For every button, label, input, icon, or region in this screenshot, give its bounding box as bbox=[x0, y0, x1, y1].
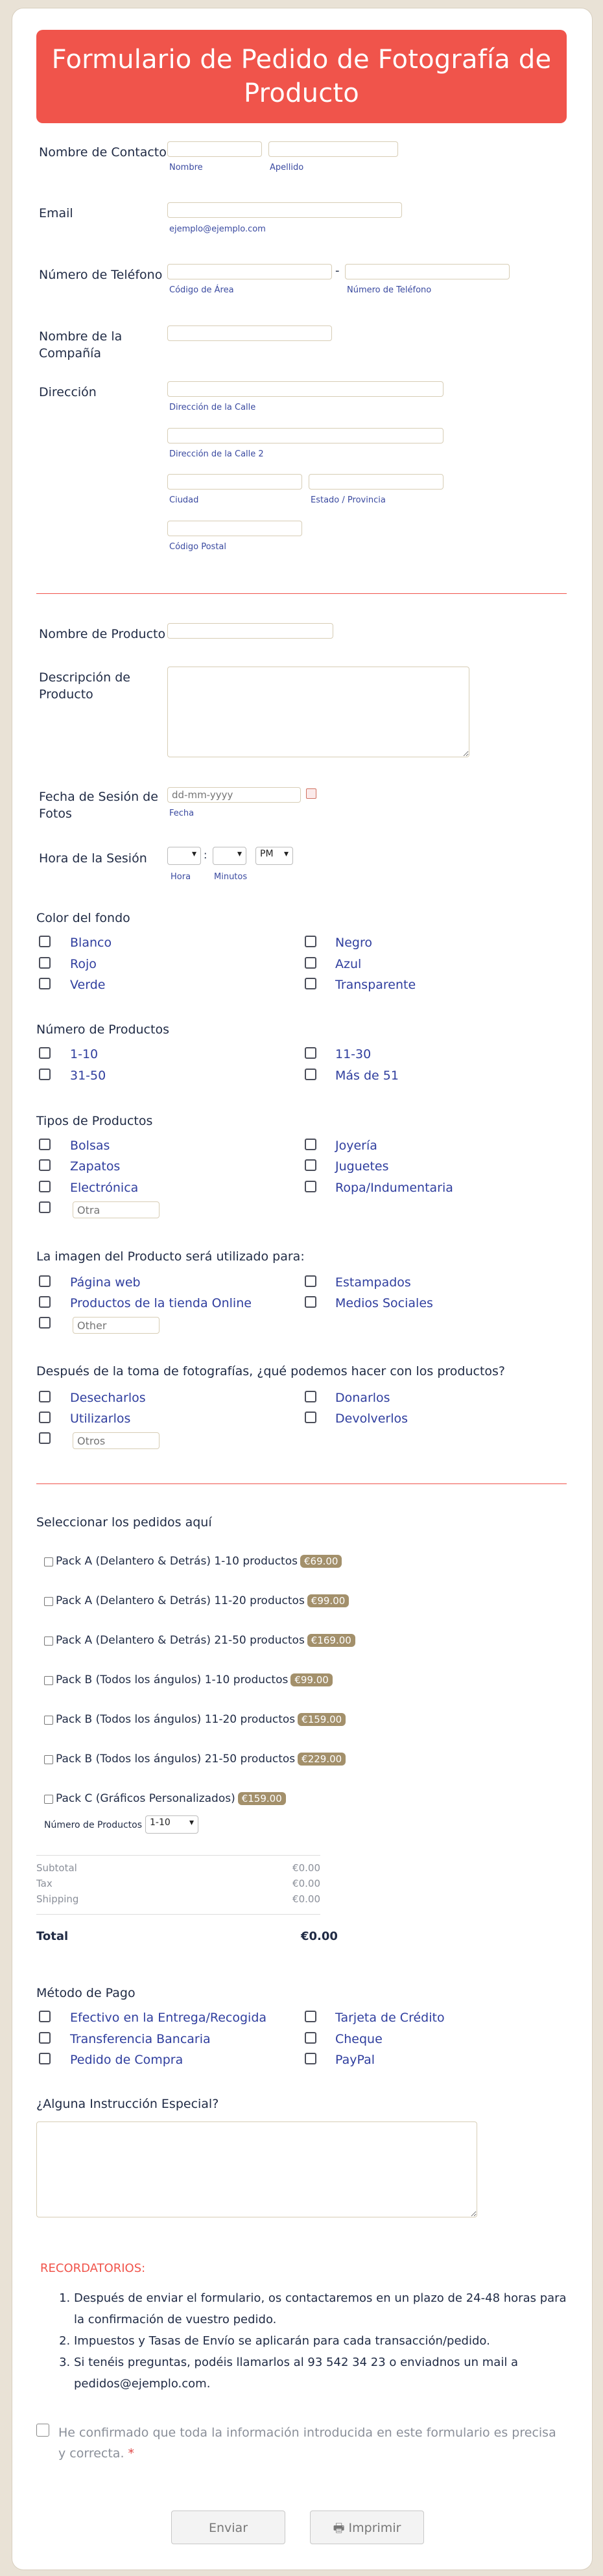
order-item bbox=[56, 1634, 355, 1647]
payment-checkbox[interactable] bbox=[39, 2032, 51, 2044]
product-name-label: Nombre de Producto bbox=[39, 627, 166, 641]
qty-value: 1-10 bbox=[150, 1817, 171, 1828]
product-type-option: Joyería bbox=[335, 1139, 377, 1153]
product-type-checkbox[interactable] bbox=[305, 1159, 316, 1171]
print-button-label: Imprimir bbox=[348, 2521, 401, 2535]
calendar-icon[interactable] bbox=[306, 788, 316, 799]
form-title: Formulario de Pedido de Fotografía de Producto bbox=[51, 45, 552, 108]
product-type-checkbox[interactable] bbox=[305, 1139, 316, 1150]
payment-checkbox[interactable] bbox=[39, 2011, 51, 2022]
city-sub: Ciudad bbox=[169, 495, 199, 505]
order-checkbox[interactable] bbox=[44, 1795, 53, 1804]
order-item-price: €99.00 bbox=[290, 1673, 333, 1686]
order-item bbox=[56, 1792, 286, 1805]
after-shoot-label: Después de la toma de fotografías, ¿qué podemos hacer con los productos? bbox=[36, 1364, 506, 1378]
product-count-label: Número de Productos bbox=[36, 1022, 169, 1037]
order-checkbox[interactable] bbox=[44, 1716, 53, 1725]
last-name-sub: Apellido bbox=[270, 163, 304, 172]
minute-sub: Minutos bbox=[214, 872, 248, 882]
order-item-price: €229.00 bbox=[298, 1753, 346, 1766]
product-type-checkbox[interactable] bbox=[305, 1181, 316, 1192]
order-item-price: €159.00 bbox=[298, 1713, 346, 1726]
print-button[interactable] bbox=[310, 2511, 424, 2544]
total-label: Total bbox=[36, 1930, 69, 1943]
qty-label: Número de Productos bbox=[44, 1820, 143, 1830]
after-shoot-option: Devolverlos bbox=[335, 1412, 408, 1426]
state-input[interactable] bbox=[309, 474, 443, 490]
image-use-checkbox[interactable] bbox=[305, 1275, 316, 1287]
subtotal-label: Subtotal bbox=[36, 1862, 77, 1874]
after-shoot-option: Donarlos bbox=[335, 1391, 390, 1405]
summary-divider bbox=[36, 1855, 320, 1856]
payment-checkbox[interactable] bbox=[305, 2032, 316, 2044]
section-divider bbox=[36, 593, 567, 594]
product-count-option: Más de 51 bbox=[335, 1069, 399, 1083]
order-item-name: Pack A (Delantero & Detrás) 21-50 productos bbox=[56, 1634, 305, 1647]
image-use-option: Página web bbox=[70, 1275, 141, 1290]
payment-option: Transferencia Bancaria bbox=[70, 2032, 211, 2046]
after-shoot-option: Utilizarlos bbox=[70, 1412, 131, 1426]
order-item-price: €99.00 bbox=[307, 1594, 349, 1607]
image-use-option: Estampados bbox=[335, 1275, 411, 1290]
shipping-label: Shipping bbox=[36, 1893, 79, 1905]
payment-option: Tarjeta de Crédito bbox=[335, 2011, 445, 2025]
orders-label: Seleccionar los pedidos aquí bbox=[36, 1515, 212, 1530]
bg-color-checkbox[interactable] bbox=[305, 978, 316, 989]
chevron-down-icon: ▾ bbox=[237, 849, 242, 859]
chevron-down-icon: ▾ bbox=[283, 849, 289, 859]
product-types-label: Tipos de Productos bbox=[36, 1114, 153, 1128]
zip-sub: Código Postal bbox=[169, 542, 227, 552]
time-colon: : bbox=[204, 849, 207, 861]
product-count-checkbox[interactable] bbox=[305, 1047, 316, 1059]
email-sub: ejemplo@ejemplo.com bbox=[169, 224, 266, 234]
session-date-sub: Fecha bbox=[169, 809, 195, 818]
bg-color-option: Blanco bbox=[70, 936, 112, 950]
payment-option: PayPal bbox=[335, 2053, 375, 2067]
summary-divider bbox=[36, 1914, 320, 1915]
after-shoot-other-input[interactable] bbox=[73, 1432, 160, 1449]
section-divider bbox=[36, 1483, 567, 1484]
address-label: Dirección bbox=[39, 385, 97, 399]
ampm-value: PM bbox=[260, 849, 274, 859]
ampm-select[interactable] bbox=[255, 847, 293, 865]
after-shoot-other-checkbox[interactable] bbox=[39, 1432, 51, 1444]
product-type-option: Zapatos bbox=[70, 1159, 121, 1174]
hour-select[interactable] bbox=[167, 847, 201, 865]
product-type-option: Ropa/Indumentaria bbox=[335, 1181, 453, 1195]
bg-color-option: Rojo bbox=[70, 957, 97, 971]
order-item-name: Pack B (Todos los ángulos) 21-50 productos bbox=[56, 1753, 296, 1766]
product-count-checkbox[interactable] bbox=[305, 1069, 316, 1080]
image-use-other-checkbox[interactable] bbox=[39, 1317, 51, 1329]
tax-row bbox=[36, 1878, 320, 1889]
bg-color-option: Azul bbox=[335, 957, 362, 971]
order-item-price: €169.00 bbox=[307, 1634, 355, 1647]
confirm-text bbox=[58, 2422, 564, 2464]
contact-name-label: Nombre de Contacto bbox=[39, 145, 167, 160]
order-checkbox[interactable] bbox=[44, 1755, 53, 1764]
reminder-item: 3. Si tenéis preguntas, podéis llamarlos al 93 542 34 23 o enviadnos un mail a pedidos@ejemplo.com. bbox=[74, 2352, 580, 2394]
bg-color-checkbox[interactable] bbox=[39, 978, 51, 989]
bg-color-checkbox[interactable] bbox=[39, 936, 51, 947]
product-type-option: Juguetes bbox=[335, 1159, 389, 1174]
product-desc-label: Descripción de Producto bbox=[39, 670, 130, 702]
bg-color-checkbox[interactable] bbox=[305, 936, 316, 947]
street2-sub: Dirección de la Calle 2 bbox=[169, 449, 264, 459]
printer-icon: 🖶 bbox=[333, 2521, 345, 2535]
shipping-value: €0.00 bbox=[292, 1893, 320, 1905]
order-checkbox[interactable] bbox=[44, 1637, 53, 1646]
zip-input[interactable] bbox=[167, 521, 302, 536]
image-use-checkbox[interactable] bbox=[39, 1296, 51, 1308]
payment-option: Efectivo en la Entrega/Recogida bbox=[70, 2011, 267, 2025]
submit-button[interactable]: Enviar bbox=[171, 2511, 285, 2544]
hour-sub: Hora bbox=[171, 872, 191, 882]
shipping-row bbox=[36, 1893, 320, 1905]
image-use-option: Medios Sociales bbox=[335, 1296, 433, 1310]
payment-checkbox[interactable] bbox=[305, 2053, 316, 2064]
street1-sub: Dirección de la Calle bbox=[169, 403, 256, 412]
bg-color-label: Color del fondo bbox=[36, 911, 130, 925]
order-item-name: Pack B (Todos los ángulos) 1-10 productos bbox=[56, 1673, 289, 1686]
area-code-input[interactable] bbox=[167, 264, 332, 279]
after-shoot-checkbox[interactable] bbox=[305, 1412, 316, 1423]
product-name-input[interactable] bbox=[167, 623, 333, 639]
order-item-name: Pack B (Todos los ángulos) 11-20 productos bbox=[56, 1713, 296, 1726]
payment-label: Método de Pago bbox=[36, 1986, 136, 2000]
reminders-title: RECORDATORIOS: bbox=[40, 2262, 146, 2275]
product-count-option: 31-50 bbox=[70, 1069, 106, 1083]
image-use-label: La imagen del Producto será utilizado para: bbox=[36, 1249, 305, 1264]
order-item-name: Pack A (Delantero & Detrás) 11-20 productos bbox=[56, 1594, 305, 1607]
order-item bbox=[56, 1673, 333, 1686]
tax-value: €0.00 bbox=[292, 1878, 320, 1889]
city-input[interactable] bbox=[167, 474, 302, 490]
product-type-other-input[interactable] bbox=[73, 1201, 160, 1218]
street2-input[interactable] bbox=[167, 428, 443, 443]
area-code-sub: Código de Área bbox=[169, 285, 234, 295]
product-type-checkbox[interactable] bbox=[39, 1139, 51, 1150]
order-item bbox=[56, 1713, 346, 1726]
order-item bbox=[56, 1594, 349, 1607]
product-type-option: Bolsas bbox=[70, 1139, 110, 1153]
order-checkbox[interactable] bbox=[44, 1597, 53, 1606]
phone-dash: - bbox=[335, 264, 340, 278]
tax-label: Tax bbox=[36, 1878, 53, 1889]
after-shoot-checkbox[interactable] bbox=[39, 1412, 51, 1423]
phone-number-input[interactable] bbox=[345, 264, 510, 279]
bg-color-option: Verde bbox=[70, 978, 106, 992]
subtotal-value: €0.00 bbox=[292, 1862, 320, 1874]
order-item-name: Pack C (Gráficos Personalizados) bbox=[56, 1792, 235, 1805]
last-name-input[interactable] bbox=[268, 141, 398, 157]
session-time-label: Hora de la Sesión bbox=[39, 851, 147, 866]
confirm-checkbox[interactable] bbox=[36, 2424, 49, 2437]
reminder-item: 1. Después de enviar el formulario, os contactaremos en un plazo de 24-48 horas para la confirmación de vuestro pedido. bbox=[74, 2287, 580, 2330]
confirm-label: He confirmado que toda la información introducida en este formulario es precisa y correcta. bbox=[58, 2426, 556, 2461]
image-use-other-input[interactable] bbox=[73, 1317, 160, 1334]
company-input[interactable] bbox=[167, 325, 332, 341]
chevron-down-icon: ▾ bbox=[191, 849, 196, 859]
email-input[interactable] bbox=[167, 202, 402, 218]
image-use-option: Productos de la tienda Online bbox=[70, 1296, 252, 1310]
product-count-checkbox[interactable] bbox=[39, 1069, 51, 1080]
bg-color-option: Transparente bbox=[335, 978, 416, 992]
after-shoot-checkbox[interactable] bbox=[39, 1391, 51, 1402]
product-count-checkbox[interactable] bbox=[39, 1047, 51, 1059]
reminders-list bbox=[57, 2287, 580, 2394]
first-name-input[interactable] bbox=[167, 141, 262, 157]
product-count-option: 11-30 bbox=[335, 1047, 372, 1061]
reminder-item: 2. Impuestos y Tasas de Envío se aplicarán para cada transacción/pedido. bbox=[74, 2330, 580, 2352]
order-item-price: €69.00 bbox=[300, 1555, 342, 1568]
required-mark: * bbox=[128, 2446, 135, 2461]
product-type-option: Electrónica bbox=[70, 1181, 139, 1195]
order-item bbox=[56, 1555, 342, 1568]
order-item bbox=[56, 1753, 346, 1766]
after-shoot-checkbox[interactable] bbox=[305, 1391, 316, 1402]
product-desc-textarea[interactable] bbox=[167, 667, 469, 757]
after-shoot-option: Desecharlos bbox=[70, 1391, 146, 1405]
payment-option: Cheque bbox=[335, 2032, 383, 2046]
session-date-label: Fecha de Sesión de Fotos bbox=[39, 790, 158, 821]
total-value: €0.00 bbox=[301, 1930, 338, 1943]
state-sub: Estado / Provincia bbox=[311, 495, 386, 505]
payment-option: Pedido de Compra bbox=[70, 2053, 183, 2067]
instructions-textarea[interactable] bbox=[36, 2121, 477, 2217]
chevron-down-icon: ▾ bbox=[189, 1817, 194, 1828]
first-name-sub: Nombre bbox=[169, 163, 203, 172]
order-item-price: €159.00 bbox=[238, 1792, 286, 1805]
product-type-other-checkbox[interactable] bbox=[39, 1201, 51, 1213]
order-checkbox[interactable] bbox=[44, 1557, 53, 1566]
phone-label: Número de Teléfono bbox=[39, 268, 163, 282]
product-type-checkbox[interactable] bbox=[39, 1181, 51, 1192]
street1-input[interactable] bbox=[167, 381, 443, 397]
subtotal-row bbox=[36, 1862, 320, 1874]
bg-color-option: Negro bbox=[335, 936, 372, 950]
phone-number-sub: Número de Teléfono bbox=[347, 285, 432, 295]
product-count-option: 1-10 bbox=[70, 1047, 99, 1061]
payment-checkbox[interactable] bbox=[39, 2053, 51, 2064]
order-item-name: Pack A (Delantero & Detrás) 1-10 productos bbox=[56, 1555, 298, 1568]
bg-color-checkbox[interactable] bbox=[305, 957, 316, 969]
order-checkbox[interactable] bbox=[44, 1676, 53, 1685]
payment-checkbox[interactable] bbox=[305, 2011, 316, 2022]
product-type-checkbox[interactable] bbox=[39, 1159, 51, 1171]
session-date-input[interactable] bbox=[167, 787, 301, 803]
image-use-checkbox[interactable] bbox=[39, 1275, 51, 1287]
form-header bbox=[36, 30, 567, 123]
qty-select[interactable] bbox=[145, 1815, 198, 1834]
image-use-checkbox[interactable] bbox=[305, 1296, 316, 1308]
email-label: Email bbox=[39, 206, 73, 220]
company-label: Nombre de la Compañía bbox=[39, 329, 123, 360]
bg-color-checkbox[interactable] bbox=[39, 957, 51, 969]
instructions-label: ¿Alguna Instrucción Especial? bbox=[36, 2097, 219, 2111]
minute-select[interactable] bbox=[213, 847, 246, 865]
